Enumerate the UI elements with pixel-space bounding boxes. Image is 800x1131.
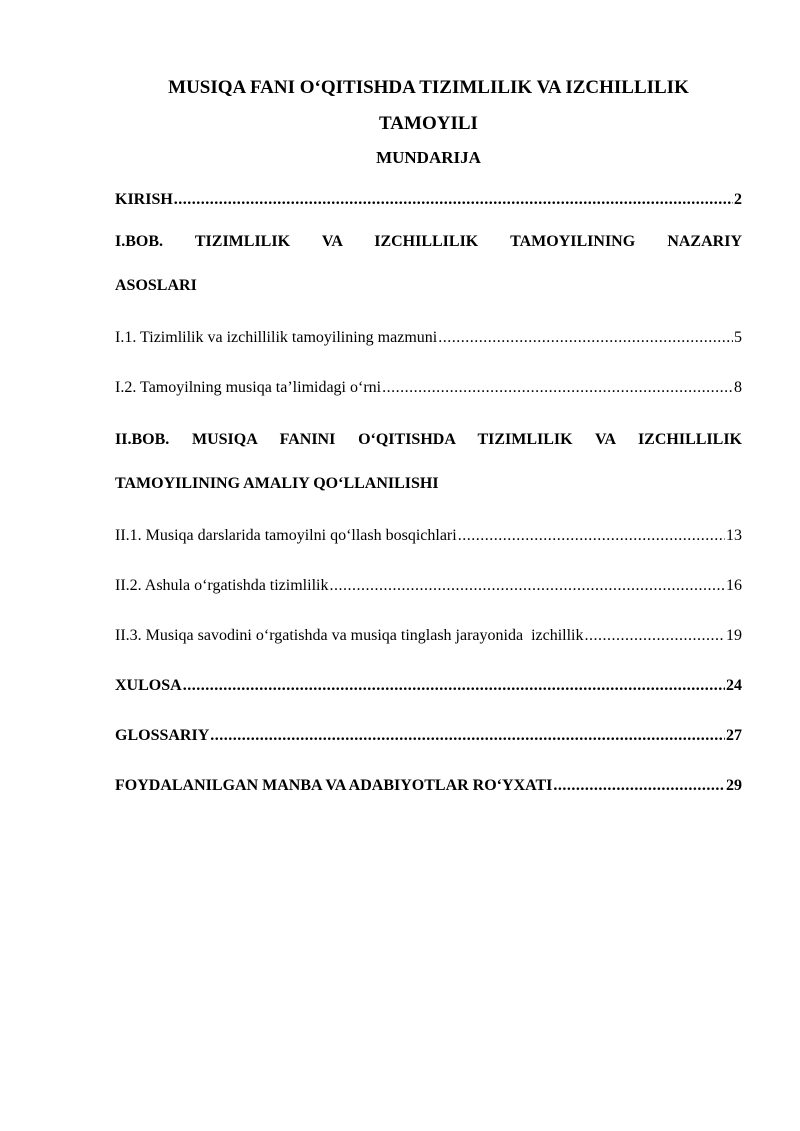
toc-page-number: 16 <box>726 577 742 594</box>
leader-dots <box>438 328 733 348</box>
toc-entry-label: I.2. Tamoyilning musiqa ta’limidagi o‘rni <box>115 379 382 396</box>
toc-entry-label: II.3. Musiqa savodini o‘rgatishda va musiqa tinglash jarayonida izchillik <box>115 627 584 644</box>
toc-entry-label: GLOSSARIY <box>115 727 210 744</box>
document-page <box>115 70 742 796</box>
chapter-1-line-1: I.BOB. TIZIMLILIK VA IZCHILLILIK TAMOYILINING NAZARIY <box>115 233 742 250</box>
toc-chapter-1[interactable] <box>115 220 742 308</box>
leader-dots <box>382 378 733 398</box>
toc-entry-label: II.2. Ashula o‘rgatishda tizimlilik <box>115 577 329 594</box>
toc-chapter-2[interactable] <box>115 418 742 506</box>
toc-page-number: 13 <box>726 527 742 544</box>
table-of-contents <box>115 190 742 796</box>
toc-page-number: 8 <box>734 379 742 396</box>
toc-entry-label: I.1. Tizimlilik va izchillilik tamoyilining mazmuni <box>115 329 438 346</box>
leader-dots <box>210 726 725 746</box>
toc-page-number: 24 <box>726 677 742 694</box>
title-line-1: MUSIQA FANI O‘QITISHDA TIZIMLILIK VA IZCHILLILIK <box>168 77 689 98</box>
toc-entry-label: FOYDALANILGAN MANBA VA ADABIYOTLAR RO‘YXATI <box>115 777 553 794</box>
toc-entry-label: XULOSA <box>115 677 182 694</box>
toc-entry-intro[interactable] <box>115 190 742 210</box>
toc-entry-section-1-2[interactable] <box>115 378 742 398</box>
toc-entry-section-2-1[interactable] <box>115 526 742 546</box>
toc-page-number: 19 <box>726 627 742 644</box>
toc-heading: MUNDARIJA <box>376 148 481 167</box>
toc-entry-glossary[interactable] <box>115 726 742 746</box>
leader-dots <box>183 676 725 696</box>
leader-dots <box>585 626 726 646</box>
document-title <box>115 70 742 142</box>
leader-dots <box>458 526 725 546</box>
chapter-2-line-1: II.BOB. MUSIQA FANINI O‘QITISHDA TIZIMLILIK VA IZCHILLILIK <box>115 431 742 448</box>
title-line-2: TAMOYILI <box>379 113 478 134</box>
toc-page-number: 5 <box>734 329 742 346</box>
toc-entry-conclusion[interactable] <box>115 676 742 696</box>
toc-page-number: 27 <box>726 727 742 744</box>
chapter-1-line-2: ASOSLARI <box>115 277 197 294</box>
toc-entry-label: KIRISH <box>115 191 173 208</box>
toc-page-number: 29 <box>726 777 742 794</box>
toc-entry-section-1-1[interactable] <box>115 328 742 348</box>
leader-dots <box>553 776 725 796</box>
toc-entry-section-2-3[interactable] <box>115 626 742 646</box>
leader-dots <box>329 576 725 596</box>
toc-page-number: 2 <box>734 191 742 208</box>
toc-entry-references[interactable] <box>115 776 742 796</box>
toc-entry-label: II.1. Musiqa darslarida tamoyilni qo‘llash bosqichlari <box>115 527 457 544</box>
chapter-2-line-2: TAMOYILINING AMALIY QO‘LLANILISHI <box>115 475 439 492</box>
leader-dots <box>174 190 733 210</box>
toc-entry-section-2-2[interactable] <box>115 576 742 596</box>
